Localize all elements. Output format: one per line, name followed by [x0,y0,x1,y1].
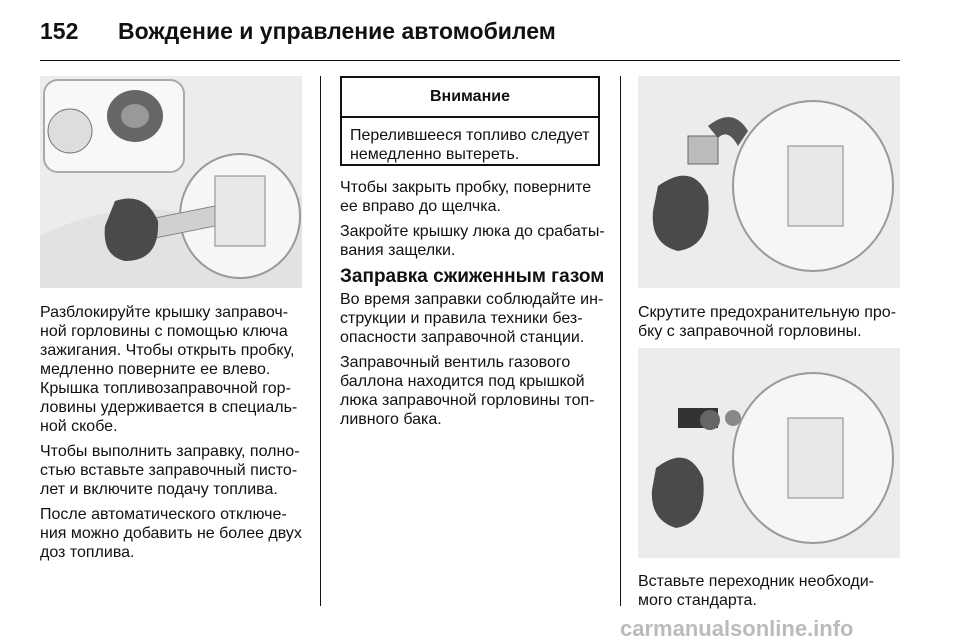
paragraph: Во время заправки соблюдайте ин-струкции и правила техники без-опасности заправочной станции. [340,291,604,346]
paragraph: После автоматического отключе-ния можно добавить не более двух доз топлива. [40,506,302,561]
column-divider-2 [620,76,621,606]
page-title: Вождение и управление автомобилем [118,18,556,44]
column-2-text [340,178,608,435]
column-divider-1 [320,76,321,606]
watermark: carmanualsonline.info [620,616,854,641]
column-3-text-1 [638,303,906,347]
warning-text: Перелившееся топливо следует немедленно вытереть. [350,127,590,163]
caption: Вставьте переходник необходи-мого стандарта. [638,573,874,609]
column-3-text-2 [638,572,906,616]
paragraph: Закройте крышку люка до срабаты-вания защелки. [340,223,605,259]
caption: Скрутите предохранительную про-бку с заправочной горловины. [638,304,897,340]
column-1-text [40,303,310,568]
paragraph: Чтобы выполнить заправку, полно-стью вставьте заправочный писто-лет и включите подачу топлива. [40,443,300,498]
paragraph: Чтобы закрыть пробку, поверните ее вправо до щелчка. [340,179,592,215]
fuel-cap-illustration [40,76,302,288]
paragraph: Заправочный вентиль газового баллона находится под крышкой люка заправочной горловины топ-ливного бака. [340,354,595,428]
page-header [40,14,920,54]
header-rule [40,60,900,61]
lpg-safety-cap-illustration [638,76,900,288]
section-heading: Заправка сжиженным газом [340,266,605,287]
warning-box [340,76,600,166]
paragraph: Разблокируйте крышку заправоч-ной горловины с помощью ключа зажигания. Чтобы открыть пробку, медленно поверните ее влево. Крышка топливозаправочной гор-ловины удерживается в специаль-ной скобе. [40,304,298,435]
warning-title: Внимание [342,78,598,118]
page-number: 152 [40,18,79,44]
adapter-illustration [638,348,900,558]
